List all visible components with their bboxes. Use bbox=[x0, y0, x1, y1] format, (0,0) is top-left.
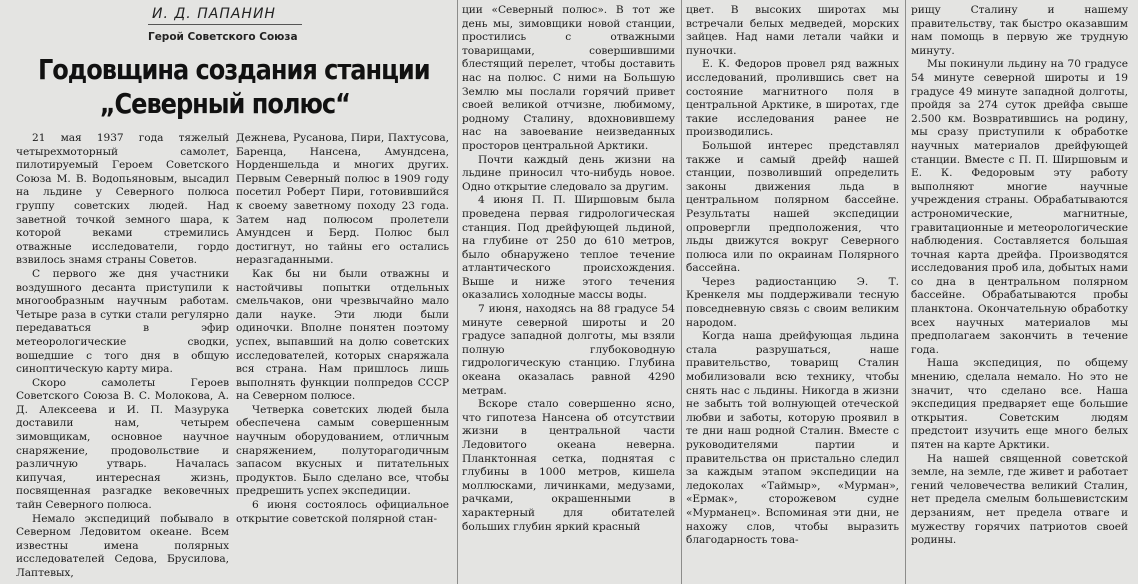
article-column-2 bbox=[236, 132, 449, 584]
paragraph: Большой интерес представлял также и самый дрейф нашей станции, позволивший определить законы движения льда в центральном полярном бассейне. Результаты нашей экспедиции опровергли предположения, что льды движутся вокруг Северного полюса или по окраинам Полярного бассейна. bbox=[686, 139, 899, 275]
paragraph: Как бы ни были отважны и настойчивы попытки отдельных смельчаков, они чрезвычайно мало дали науке. Эти люди были одиночки. Вполне понятен поэтому успех, выпавший на долю советских исследователей, которых снаряжала вся страна. Нам пришлось лишь выполнять функции полпредов СССР на Северном полюсе. bbox=[236, 267, 449, 403]
paragraph: цвет. В высоких широтах мы встречали белых медведей, морских зайцев. Над нами летали чайки и пуночки. bbox=[686, 4, 899, 57]
article-column-5 bbox=[911, 0, 1128, 584]
paragraph: Дежнева, Русанова, Пири, Пахтусова, Баренца, Нансена, Амундсена, Норденшельда и многих других. Первым Северный полюс в 1909 году посетил Роберт Пири, готовившийся к своему заветному походу 23 года. Затем над полюсом пролетели Амундсен и Берд. Полюс был достигнут, но тайны его остались неразгаданными. bbox=[236, 132, 449, 267]
paragraph: 7 июня, находясь на 88 градусе 54 минуте северной широты и 20 градусе западной долготы, мы взяли полную глубоководную гидрологическую станцию. Глубина океана оказалась равной 4290 метрам. bbox=[462, 303, 675, 397]
paragraph: Через радиостанцию Э. Т. Кренкеля мы поддерживали тесную повседневную связь с своим великим народом. bbox=[686, 275, 899, 329]
paragraph: рищу Сталину и нашему правительству, так быстро оказавшим нам помощь в первую же трудную минуту. bbox=[911, 4, 1128, 57]
paragraph: Наша экспедиция, по общему мнению, сделала немало. Но это не значит, что сделано все. Наша экспедиция предваряет еще большие открытия. Советским людям предстоит изучить еще много белых пятен на карте Арктики. bbox=[911, 357, 1128, 451]
column-divider bbox=[905, 0, 906, 584]
paragraph: На нашей священной советской земле, на земле, где живет и работает гений человечества великий Сталин, нет предела смелым большевистским дерзаниям, нет предела отваге и мужеству горячих патриотов своей родины. bbox=[911, 452, 1128, 547]
author-title: Герой Советского Союза bbox=[148, 31, 298, 43]
paragraph: Четверка советских людей была обеспечена самым совершенным научным оборудованием, отличным снаряжением, полуторагодичным запасом вкусных и питательных продуктов. Было сделано все, чтобы предрешить успех экспедиции. bbox=[236, 403, 449, 498]
author-divider bbox=[148, 24, 302, 25]
paragraph: Е. К. Федоров провел ряд важных исследований, пролившись свет на состояние магнитного поля в центральной Арктике, в широтах, где такие исследования ранее не производились. bbox=[686, 58, 899, 139]
author-name: И. Д. ПАПАНИН bbox=[152, 6, 276, 22]
paragraph: Немало экспедиций побывало в Северном Ледовитом океане. Всем известны имена полярных исследователей Седова, Брусилова, Лаптевых, bbox=[16, 512, 229, 579]
headline-line-2: „Северный полюс“ bbox=[99, 87, 350, 120]
paragraph: С первого же дня участники воздушного десанта приступили к многообразным научным работам. Четыре раза в сутки стали регулярно передаваться в эфир метеорологические сводки, вошедшие с того дня в общую синоптическую карту мира. bbox=[16, 267, 229, 376]
paragraph: ции «Северный полюс». В тот же день мы, зимовщики новой станции, простились с отважными товарищами, совершившими блестящий перелет, чтобы доставить нас на полюс. С ними на Большую Землю мы послали горячий привет своей великой отчизне, любимому, родному Сталину, вдохновившему нас на завоевание неизведанных просторов центральной Арктики. bbox=[462, 4, 675, 152]
paragraph: 6 июня состоялось официальное открытие советской полярной стан- bbox=[236, 499, 449, 525]
column-divider bbox=[681, 0, 682, 584]
paragraph: Мы покинули льдину на 70 градусе 54 минуте северной широты и 19 градусе 49 минуте западной долготы, пройдя за 274 суток дрейфа свыше 2.500 км. Возвратившись на родину, мы сразу приступили к обработке научных материалов дрейфующей станции. Вместе с П. П. Ширшовым и Е. К. Федоровым эту работу выполняют многие научные учреждения страны. Обрабатываются астрономические, магнитные, гравитационные и метеорологические наблюдения. Составляется большая точная карта дрейфа. Производятся исследования проб ила, добытых нами со дна в центральном полярном бассейне. Обрабатываются пробы планктона. Окончательную обработку всех научных материалов мы предполагаем закончить в течение года. bbox=[911, 58, 1128, 356]
paragraph: 4 июня П. П. Ширшовым была проведена первая гидрологическая станция. Под дрейфующей льдиной, на глубине от 250 до 610 метров, было обнаружено теплое течение атлантического происхождения. Выше и ниже этого течения оказались холодные массы воды. bbox=[462, 194, 675, 302]
paragraph: 21 мая 1937 года тяжелый четырехмоторный самолет, пилотируемый Героем Советского Союза М. В. Водопьяновым, высадил на льдине у Северного полюса группу советских людей. Над заветной точкой земного шара, к которой веками стремились отважные исследователи, гордо взвилось знамя страны Советов. bbox=[16, 132, 229, 267]
column-divider bbox=[457, 0, 458, 584]
paragraph: Скоро самолеты Героев Советского Союза В. С. Молокова, А. Д. Алексеева и И. П. Мазурука доставили нам, четырем зимовщикам, основное научное снаряжение, продовольствие и различную утварь. Началась кипучая, интересная жизнь, посвященная разгадке вековечных тайн Северного полюса. bbox=[16, 376, 229, 512]
paragraph: Когда наша дрейфующая льдина стала разрушаться, наше правительство, товарищ Сталин мобилизовали всю технику, чтобы снять нас с льдины. Никогда в жизни не забыть той волнующей отеческой любви и заботы, которую проявил в те дни наш родной Сталин. Вместе с руководителями партии и правительства он пристально следил за каждым этапом экспедиции на ледоколах «Таймыр», «Мурман», «Ермак», сторожевом судне «Мурманец». Вспоминая эти дни, не нахожу слов, чтобы выразить благодарность това- bbox=[686, 330, 899, 547]
paragraph: Вскоре стало совершенно ясно, что гипотеза Нансена об отсутствии жизни в центральной части Ледовитого океана неверна. Планктонная сетка, поднятая с глубины в 1000 метров, кишела моллюсками, личинками, медузами, рачками, окрашенными в характерный для обитателей больших глубин яркий красный bbox=[462, 398, 675, 533]
article-column-4 bbox=[686, 0, 899, 584]
paragraph: Почти каждый день жизни на льдине приносил что-нибудь новое. Одно открытие следовало за другим. bbox=[462, 153, 675, 193]
article-column-1 bbox=[16, 132, 229, 584]
article-column-3 bbox=[462, 0, 675, 584]
headline-line-1: Годовщина создания станции bbox=[37, 53, 430, 86]
